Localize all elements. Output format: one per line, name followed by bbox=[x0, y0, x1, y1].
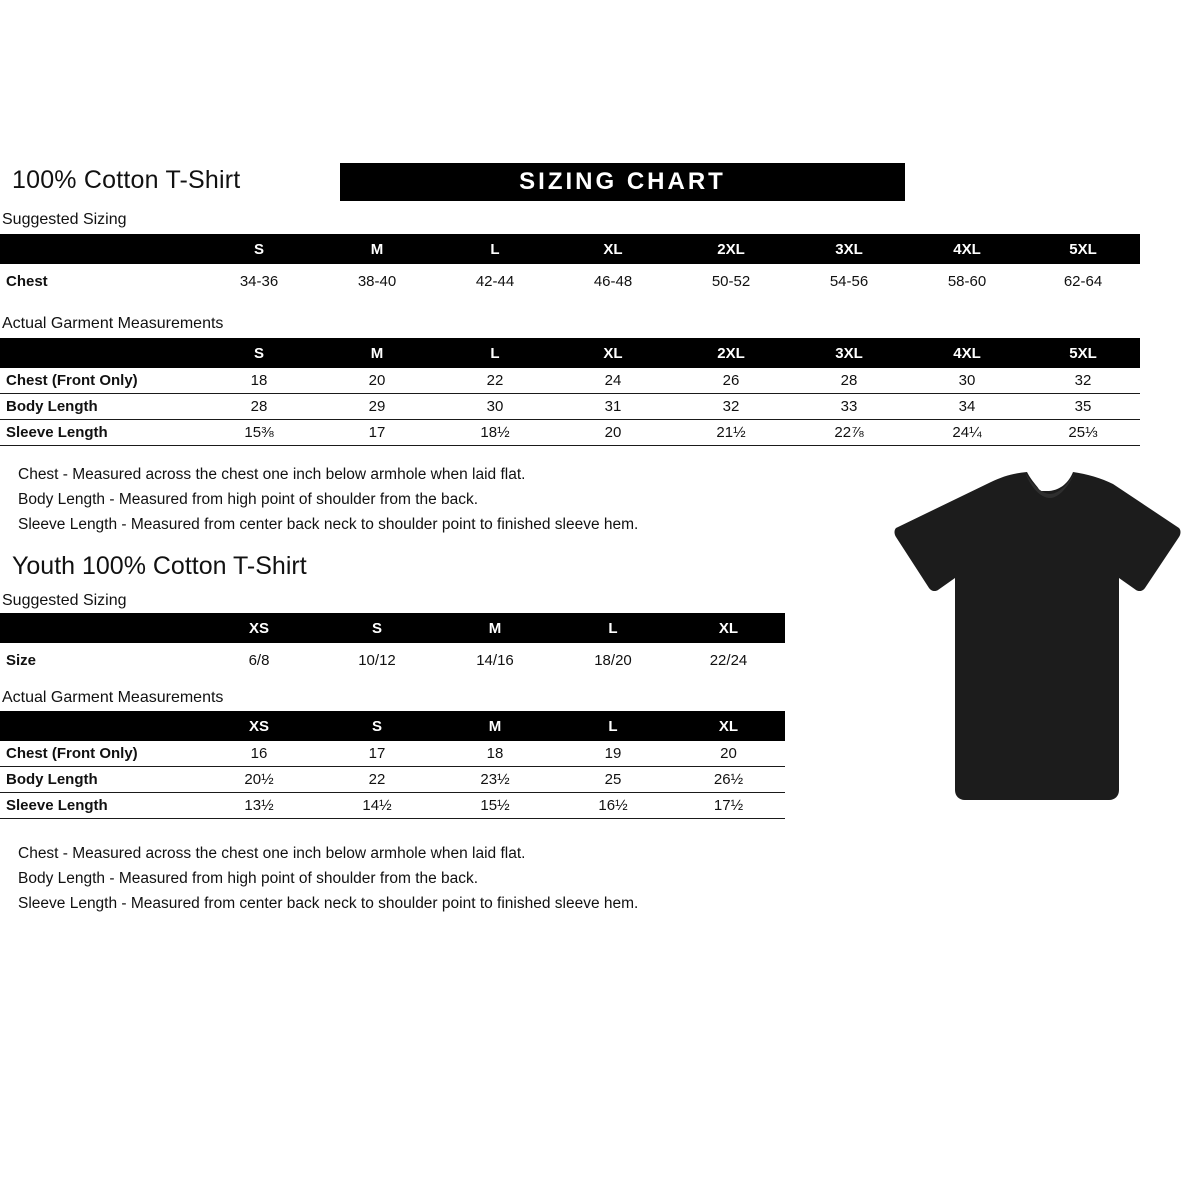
cell: 42-44 bbox=[475, 272, 515, 290]
col-header: 2XL bbox=[672, 338, 790, 368]
note-sleeve-length: Sleeve Length - Measured from center back neck to shoulder point to finished sleeve hem. bbox=[18, 895, 639, 912]
sizing-chart-banner bbox=[340, 163, 905, 201]
adult-notes bbox=[18, 462, 638, 537]
cell: 31 bbox=[604, 398, 622, 415]
table-header-row bbox=[0, 338, 1140, 368]
cell: 17 bbox=[368, 424, 386, 441]
youth-suggested-label: Suggested Sizing bbox=[2, 592, 127, 609]
cell: 33 bbox=[840, 398, 858, 415]
cell: 15½ bbox=[480, 797, 510, 814]
cell: 29 bbox=[368, 398, 386, 415]
col-header: S bbox=[318, 711, 436, 741]
cell: 17½ bbox=[713, 797, 744, 814]
row-label: Body Length bbox=[6, 398, 98, 415]
table-row bbox=[0, 368, 1140, 394]
col-header bbox=[0, 613, 200, 643]
col-header: 3XL bbox=[790, 338, 908, 368]
youth-section-title: Youth 100% Cotton T-Shirt bbox=[12, 552, 307, 580]
cell: 50-52 bbox=[711, 272, 751, 290]
table-row bbox=[0, 793, 785, 819]
cell: 16½ bbox=[598, 797, 628, 814]
col-header: S bbox=[318, 613, 436, 643]
cell: 34-36 bbox=[239, 272, 279, 290]
col-header: S bbox=[200, 338, 318, 368]
cell: 22/24 bbox=[709, 651, 748, 669]
col-header: 2XL bbox=[672, 234, 790, 264]
cell: 34 bbox=[958, 398, 976, 415]
row-label: Chest bbox=[6, 272, 48, 290]
cell: 23½ bbox=[480, 771, 510, 788]
cell: 20 bbox=[720, 745, 737, 762]
col-header: 4XL bbox=[908, 234, 1026, 264]
cell: 32 bbox=[1074, 372, 1092, 389]
col-header bbox=[0, 338, 200, 368]
col-header: L bbox=[436, 234, 554, 264]
col-header: 5XL bbox=[1026, 234, 1140, 264]
adult-suggested-label: Suggested Sizing bbox=[2, 211, 127, 228]
cell: 22⅞ bbox=[834, 424, 864, 441]
note-chest: Chest - Measured across the chest one inch below armhole when laid flat. bbox=[18, 845, 526, 862]
row-label: Chest (Front Only) bbox=[6, 372, 138, 389]
cell: 30 bbox=[486, 398, 504, 415]
cell: 58-60 bbox=[947, 272, 987, 290]
col-header bbox=[0, 234, 200, 264]
col-header: S bbox=[200, 234, 318, 264]
cell: 22 bbox=[486, 372, 504, 389]
col-header: L bbox=[554, 711, 672, 741]
youth-actual-label: Actual Garment Measurements bbox=[2, 689, 224, 706]
cell: 28 bbox=[250, 398, 268, 415]
cell: 28 bbox=[840, 372, 858, 389]
col-header: M bbox=[318, 234, 436, 264]
row-label: Body Length bbox=[6, 771, 98, 788]
cell: 17 bbox=[368, 745, 386, 762]
col-header: XL bbox=[554, 234, 672, 264]
cell: 16 bbox=[250, 745, 268, 762]
adult-actual-label: Actual Garment Measurements bbox=[2, 315, 224, 332]
cell: 22 bbox=[368, 771, 386, 788]
cell: 20 bbox=[368, 372, 386, 389]
table-row bbox=[0, 767, 785, 793]
col-header: L bbox=[554, 613, 672, 643]
table-header-row bbox=[0, 234, 1140, 264]
cell: 18 bbox=[250, 372, 268, 389]
cell: 18 bbox=[486, 745, 504, 762]
adult-suggested-table bbox=[0, 234, 1140, 298]
cell: 35 bbox=[1074, 398, 1092, 415]
col-header: XL bbox=[672, 613, 785, 643]
row-label: Chest (Front Only) bbox=[6, 745, 138, 762]
cell: 10/12 bbox=[358, 651, 396, 669]
cell: 30 bbox=[958, 372, 976, 389]
table-row bbox=[0, 643, 785, 677]
col-header: XS bbox=[200, 711, 318, 741]
table-row bbox=[0, 394, 1140, 420]
table-header-row bbox=[0, 613, 785, 643]
note-body-length: Body Length - Measured from high point of shoulder from the back. bbox=[18, 491, 479, 508]
col-header: XL bbox=[672, 711, 785, 741]
sizing-chart-banner-label: SIZING CHART bbox=[519, 168, 726, 195]
table-row bbox=[0, 420, 1140, 446]
col-header: M bbox=[436, 711, 554, 741]
cell: 38-40 bbox=[357, 272, 397, 290]
cell: 14/16 bbox=[476, 651, 514, 669]
cell: 21½ bbox=[716, 424, 746, 441]
cell: 15⅜ bbox=[244, 424, 274, 441]
cell: 18/20 bbox=[594, 651, 632, 669]
cell: 62-64 bbox=[1063, 272, 1103, 290]
col-header: 5XL bbox=[1026, 338, 1140, 368]
cell: 25 bbox=[604, 771, 622, 788]
youth-notes bbox=[18, 841, 638, 916]
t-shirt-icon bbox=[893, 470, 1183, 810]
note-sleeve-length: Sleeve Length - Measured from center back neck to shoulder point to finished sleeve hem. bbox=[18, 516, 639, 533]
adult-actual-table bbox=[0, 338, 1140, 446]
cell: 20 bbox=[604, 424, 622, 441]
col-header: 3XL bbox=[790, 234, 908, 264]
note-chest: Chest - Measured across the chest one inch below armhole when laid flat. bbox=[18, 466, 526, 483]
col-header bbox=[0, 711, 200, 741]
col-header: M bbox=[436, 613, 554, 643]
youth-suggested-table bbox=[0, 613, 785, 677]
t-shirt-image bbox=[893, 470, 1183, 810]
cell: 32 bbox=[722, 398, 740, 415]
row-label: Sleeve Length bbox=[6, 797, 108, 814]
cell: 18½ bbox=[480, 424, 510, 441]
youth-actual-table bbox=[0, 711, 785, 819]
adult-section-title: 100% Cotton T-Shirt bbox=[12, 166, 241, 194]
col-header: M bbox=[318, 338, 436, 368]
col-header: XS bbox=[200, 613, 318, 643]
row-label: Size bbox=[6, 651, 37, 669]
cell: 20½ bbox=[244, 771, 274, 788]
row-label: Sleeve Length bbox=[6, 424, 108, 441]
cell: 14½ bbox=[362, 797, 392, 814]
col-header: 4XL bbox=[908, 338, 1026, 368]
cell: 54-56 bbox=[829, 272, 869, 290]
cell: 25⅓ bbox=[1068, 424, 1098, 441]
cell: 46-48 bbox=[593, 272, 633, 290]
table-header-row bbox=[0, 711, 785, 741]
note-body-length: Body Length - Measured from high point of shoulder from the back. bbox=[18, 870, 479, 887]
cell: 24¼ bbox=[952, 424, 982, 441]
cell: 26 bbox=[722, 372, 740, 389]
cell: 13½ bbox=[244, 797, 274, 814]
cell: 19 bbox=[604, 745, 622, 762]
cell: 24 bbox=[604, 372, 622, 389]
col-header: L bbox=[436, 338, 554, 368]
table-row bbox=[0, 264, 1140, 298]
table-row bbox=[0, 741, 785, 767]
col-header: XL bbox=[554, 338, 672, 368]
cell: 26½ bbox=[713, 771, 744, 788]
cell: 6/8 bbox=[248, 651, 270, 669]
